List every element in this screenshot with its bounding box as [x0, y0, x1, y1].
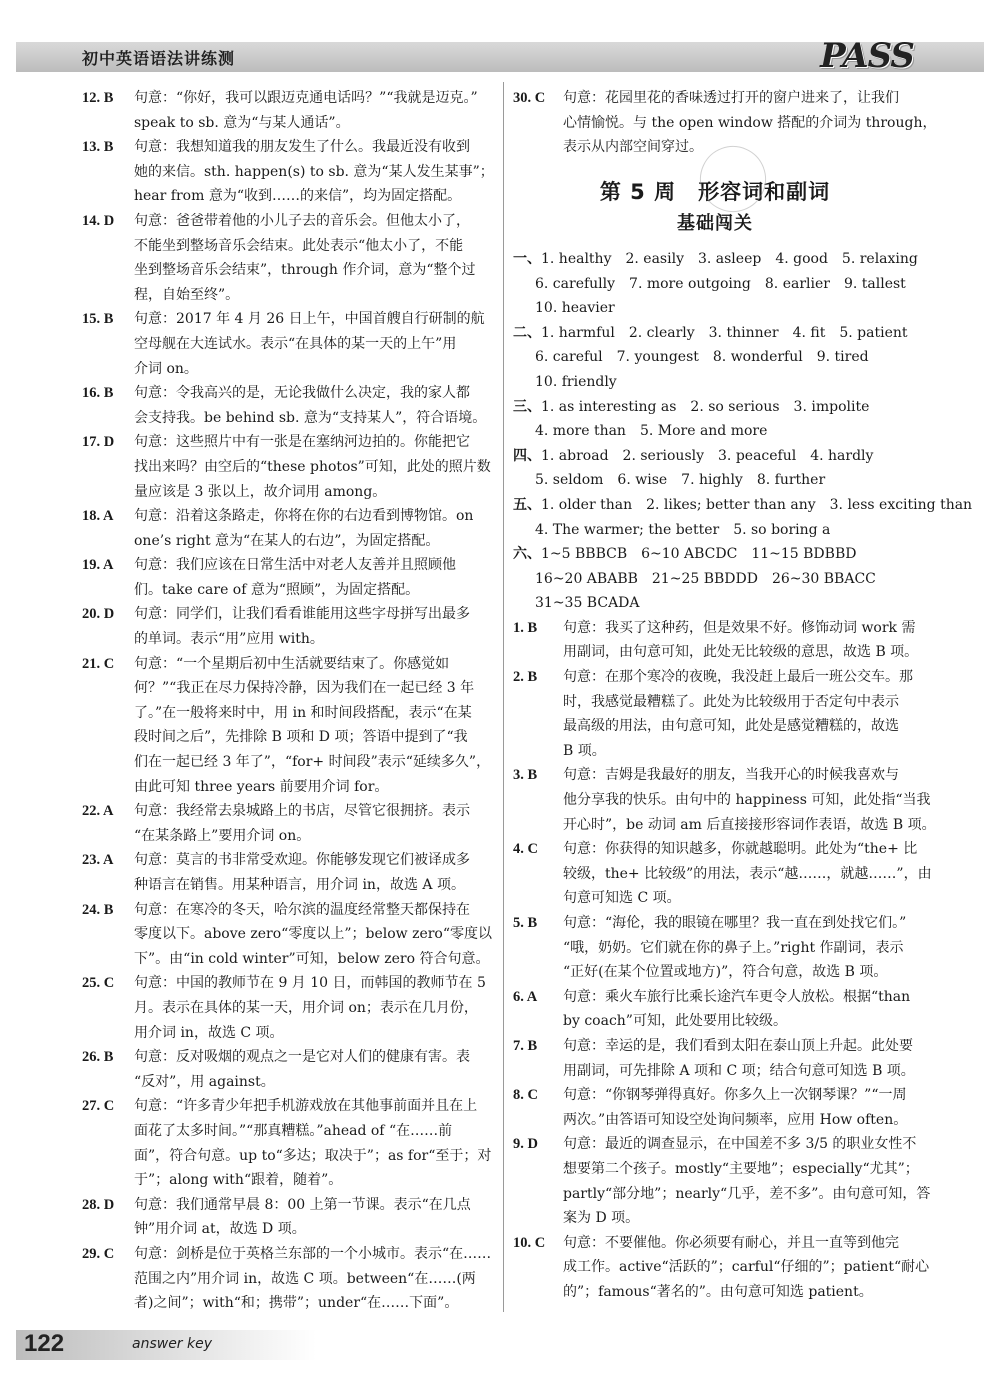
answer-entry: [513, 1132, 931, 1230]
group-label: 一、: [513, 250, 541, 267]
answer-text: 1. healthy 2. easily 3. asleep 4. good 5. relaxing: [541, 250, 918, 267]
text-line: 句意：反对吸烟的观点之一是它对人们的健康有害。表: [134, 1049, 470, 1066]
entry-number: 29. C: [82, 1245, 115, 1262]
answer-entry: [513, 985, 917, 1034]
answer-entry: [513, 665, 917, 763]
entry-number: 7. B: [513, 1037, 538, 1054]
answer-entry: [82, 86, 490, 135]
entry-number: 30. C: [513, 90, 546, 106]
entry-text: [134, 553, 490, 602]
entry-number: 26. B: [82, 1049, 114, 1066]
text-line: “反对”，用 against。: [134, 1073, 275, 1090]
text-line: 用副词，可先排除 A 项和 C 项；结合句意可知选 B 项。: [563, 1062, 915, 1079]
entry-text: [134, 86, 490, 135]
entry-number: 4. C: [513, 841, 538, 858]
answer-entry: [82, 553, 490, 602]
text-line: 想要第二个孩子。mostly“主要地”；especially“尤其”；: [563, 1160, 919, 1177]
answer-text: 1. harmful 2. clearly 3. thinner 4. fit 5. patient: [541, 324, 908, 341]
answer-text: 1. older than 2. likes; better than any 3. less exciting than: [541, 496, 973, 513]
text-line: 表示从内部空间穿过。: [563, 139, 703, 156]
text-line: 者)之间”；with“和；携带”；under“在……下面”。: [134, 1295, 459, 1312]
entry-number: 24. B: [82, 901, 114, 918]
text-line: 案为 D 项。: [563, 1210, 640, 1227]
text-line: 心情愉悦。与 the open window 搭配的介词为 through，: [563, 114, 937, 131]
entry-text: [134, 602, 490, 651]
text-line: 月。表示在具体的某一天，用介词 on；表示在几月份，: [134, 999, 478, 1016]
answer-line: [513, 591, 917, 616]
text-line: 句意：你获得的知识越多，你就越聪明。此处为“the+ 比: [563, 841, 918, 858]
text-line: 们。take care of 意为“照顾”，为固定搭配。: [134, 581, 420, 598]
answer-entry: [513, 1034, 917, 1083]
text-line: 句意：在寒冷的冬天，哈尔滨的温度经常整天都保持在: [134, 901, 470, 918]
answer-entry: [82, 848, 490, 897]
text-line: 句意：我们应该在日常生活中对老人友善并且照顾他: [134, 557, 456, 574]
entry-number: 15. B: [82, 311, 114, 328]
text-line: 不能坐到整场音乐会结束。此处表示“他太小了，不能: [134, 237, 464, 254]
text-line: 下”。由“in cold winter”可知，below zero 符合句意。: [134, 950, 490, 967]
answer-key-label: answer key: [132, 1336, 213, 1352]
answer-entry: [82, 898, 493, 972]
entry-text: [134, 430, 491, 504]
answer-group: [513, 321, 917, 395]
entry-text: [134, 799, 490, 848]
answer-entry: [513, 1231, 930, 1305]
text-line: 钟”用介词 at，故选 D 项。: [134, 1221, 306, 1238]
text-line: 何？”“我正在尽力保持冷静，因为我们在一起已经 3 年: [134, 680, 475, 697]
answer-group: [513, 444, 917, 493]
week-title: 第 5 周 形容词和副词: [599, 179, 831, 204]
text-line: 句意：这些照片中有一张是在塞纳河边拍的。你能把它: [134, 434, 470, 451]
answer-entry: [82, 209, 490, 307]
entry-number: 16. B: [82, 385, 114, 402]
text-line: 句意：我想知道我的朋友发生了什么。我最近没有收到: [134, 139, 470, 156]
answer-entry: [82, 799, 490, 848]
entry-text: [134, 1045, 490, 1094]
entry-text: [134, 898, 492, 972]
text-line: 了。”在一般将来时中，用 in 和时间段搭配，表示“在某: [134, 704, 472, 721]
answer-line: [513, 468, 917, 493]
group-label: 五、: [513, 496, 541, 513]
answer-line: [513, 370, 917, 395]
entry-number: 9. D: [513, 1136, 538, 1153]
entry-number: 8. C: [513, 1087, 538, 1104]
text-line: 句意：“你好，我可以跟迈克通电话吗？”“我就是迈克。”: [134, 90, 478, 106]
answer-group: [513, 247, 917, 321]
answer-entry: [513, 1083, 917, 1132]
column-divider: [503, 82, 504, 1312]
entry-text: [563, 1083, 917, 1132]
answer-entry-30: [513, 86, 937, 160]
entry-text: [563, 1034, 917, 1083]
text-line: 句意：爸爸带着他的小儿子去的音乐会。但他太小了，: [134, 212, 470, 229]
text-line: 范围之内”用介词 in，故选 C 项。between“在……(两: [134, 1270, 476, 1287]
group-label: 六、: [513, 546, 541, 563]
text-line: partly“部分地”；nearly“几乎，差不多”。由句意可知，答: [563, 1185, 931, 1202]
text-line: 句意：2017 年 4 月 26 日上午，中国首艘自行研制的航: [134, 311, 485, 328]
entry-text: [134, 971, 490, 1045]
entry-text: [134, 1242, 491, 1316]
section-title: 基础闯关: [677, 213, 753, 235]
text-line: 种语言在销售。用某种语言，用介词 in，故选 A 项。: [134, 877, 465, 893]
text-line: 句意：乘火车旅行比乘长途汽车更令人放松。根据“than: [563, 988, 911, 1005]
answer-entry: [82, 381, 490, 430]
entry-text: [563, 763, 936, 837]
group-label: 二、: [513, 324, 541, 341]
answer-text: 31~35 BCADA: [535, 595, 640, 612]
entry-number: 22. A: [82, 803, 114, 820]
answer-text: 16~20 ABABB 21~25 BBDDD 26~30 BBACC: [535, 570, 876, 587]
answer-text: 6. careful 7. youngest 8. wonderful 9. tired: [535, 349, 869, 366]
answer-text: 4. more than 5. More and more: [535, 423, 768, 440]
entry-text: [563, 616, 918, 665]
entry-text: [563, 1231, 929, 1305]
answer-text: 4. The warmer; the better 5. so boring a: [535, 521, 831, 538]
text-line: “哦，奶奶。它们就在你的鼻子上。”right 作副词，表示: [563, 939, 904, 956]
left-column: [82, 86, 494, 1316]
text-line: 句意：在那个寒冷的夜晚，我没赶上最后一班公交车。那: [563, 669, 913, 686]
text-line: 最高级的用法，由句意可知，此处是感觉糟糕的，故选: [563, 718, 899, 735]
text-line: hear from 意为“收到……的来信”，均为固定搭配。: [134, 188, 462, 205]
text-line: speak to sb. 意为“与某人通话”。: [134, 114, 350, 131]
answer-entry: [513, 616, 917, 665]
entry-number: 14. D: [82, 212, 115, 229]
answer-groups: [513, 247, 973, 616]
entry-text: [563, 1132, 930, 1230]
text-line: 较级，the+ 比较级”的用法，表示“越……，就越……”，由: [563, 865, 932, 882]
text-line: 成工作。active“活跃的”；carful“仔细的”；patient“耐心: [563, 1259, 930, 1276]
pass-logo: PASS: [820, 36, 914, 76]
entry-number: 10. C: [513, 1234, 546, 1251]
page-header: [16, 36, 984, 76]
text-line: 她的来信。sth. happen(s) to sb. 意为“某人发生某事”；: [134, 163, 494, 180]
answer-text: 10. friendly: [535, 373, 617, 390]
header-title: 初中英语语法讲练测: [82, 49, 236, 68]
entry-number: 28. D: [82, 1196, 115, 1213]
answer-entry: [82, 602, 490, 651]
text-line: 句意：幸运的是，我们看到太阳在泰山顶上升起。此处要: [563, 1037, 913, 1054]
text-line: 于”；along with“跟着，随着”。: [134, 1172, 343, 1189]
entry-number: 27. C: [82, 1098, 115, 1115]
entry-text: [563, 985, 917, 1034]
answer-line: [513, 345, 917, 370]
text-line: 由此可知 three years 前要用介词 for。: [134, 778, 389, 795]
text-line: 会支持我。be behind sb. 意为“支持某人”，符合语境。: [134, 409, 487, 426]
text-line: B 项。: [563, 742, 606, 759]
answer-line: [513, 272, 917, 297]
entry-number: 23. A: [82, 852, 114, 869]
entry-number: 17. D: [82, 434, 115, 451]
text-line: 零度以下。above zero“零度以上”；below zero“零度以: [134, 926, 493, 943]
right-entries: [513, 616, 936, 1305]
entry-text: [563, 837, 932, 911]
text-line: 坐到整场音乐会结束”，through 作介词，意为“整个过: [134, 262, 476, 279]
answer-text: 6. carefully 7. more outgoing 8. earlier 9. tallest: [535, 275, 906, 292]
text-line: 面”，符合句意。up to“多达；取决于”；as for“至于；对: [134, 1147, 492, 1164]
answer-text: 5. seldom 6. wise 7. highly 8. further: [535, 472, 826, 489]
entry-number: 25. C: [82, 975, 115, 992]
answer-line: [513, 542, 917, 567]
answer-line: [513, 493, 973, 518]
answer-text: 1. as interesting as 2. so serious 3. impolite: [541, 398, 870, 415]
group-label: 四、: [513, 447, 541, 464]
text-line: 句意：中国的教师节在 9 月 10 日，而韩国的教师节在 5: [134, 975, 486, 992]
answer-entry: [82, 652, 490, 800]
answer-group: [513, 542, 917, 616]
answer-entry: [82, 971, 490, 1045]
entry-text: [563, 911, 917, 985]
answer-entry: [82, 430, 490, 504]
entry-text: [134, 848, 490, 897]
answer-text: 1. abroad 2. seriously 3. peaceful 4. hardly: [541, 447, 874, 464]
entry-text: [134, 307, 490, 381]
entry-number: 20. D: [82, 606, 115, 623]
answer-entry: [82, 1094, 490, 1192]
entry-number: 12. B: [82, 90, 114, 106]
text-line: 找出来吗？由空后的“these photos”可知，此处的照片数: [134, 458, 491, 475]
text-line: “正好(在某个位置或地方)”，符合句意，故选 B 项。: [563, 964, 888, 981]
text-line: 他分享我的快乐。由句中的 happiness 可知，此处指“当我: [563, 792, 931, 809]
entry-number: 6. A: [513, 988, 538, 1005]
text-line: 量应该是 3 张以上，故介词用 among。: [134, 483, 387, 500]
answer-entry: [82, 1045, 490, 1094]
answer-entry: [513, 911, 917, 985]
entry-text: [134, 1193, 490, 1242]
text-line: 句意：同学们，让我们看看谁能用这些字母拼写出最多: [134, 606, 470, 623]
text-line: 两次。”由答语可知设空处询问频率，应用 How often。: [563, 1111, 908, 1128]
text-line: 程，自始至终”。: [134, 286, 240, 303]
entry-text: [134, 1094, 491, 1192]
text-line: 用介词 in，故选 C 项。: [134, 1024, 284, 1041]
answer-entry: [82, 1242, 490, 1316]
text-line: 们在一起已经 3 年了”，“for+ 时间段”表示“延续多久”，: [134, 754, 491, 771]
answer-entry: [82, 1193, 490, 1242]
answer-line: [513, 444, 917, 469]
text-line: 开心时”，be 动词 am 后直接接形容词作表语，故选 B 项。: [563, 816, 936, 833]
text-line: by coach”可知，此处要用比较级。: [563, 1013, 787, 1030]
entry-text: [134, 381, 490, 430]
answer-entry: [513, 763, 936, 837]
entry-text: [134, 135, 494, 209]
text-line: 句意：不要催他。你必须要有耐心，并且一直等到他完: [563, 1234, 899, 1251]
text-line: 句意：沿着这条路走，你将在你的右边看到博物馆。on: [134, 508, 474, 525]
answer-text: 10. heavier: [535, 300, 615, 317]
answer-line: [513, 419, 917, 444]
entry-number: 1. B: [513, 619, 538, 636]
answer-line: [513, 395, 917, 420]
answer-line: [513, 321, 917, 346]
text-line: 空母舰在大连试水。表示“在具体的某一天的上午”用: [134, 335, 457, 352]
entry-number: 19. A: [82, 557, 114, 574]
answer-text: 1~5 BBBCB 6~10 ABCDC 11~15 BDBBD: [541, 546, 857, 563]
entry-text: [134, 209, 490, 307]
answer-entry: [513, 837, 932, 911]
text-line: 句意：“你钢琴弹得真好。你多久上一次钢琴课？”“一周: [563, 1087, 907, 1104]
group-label: 三、: [513, 398, 541, 415]
entry-number: 5. B: [513, 915, 538, 931]
text-line: 句意：花园里花的香味透过打开的窗户进来了，让我们: [563, 90, 899, 106]
text-line: 面花了太多时间。”“那真糟糕。”ahead of “在……前: [134, 1122, 453, 1139]
answer-group: [513, 493, 973, 542]
entry-text: [563, 665, 917, 763]
text-line: 句意：吉姆是我最好的朋友，当我开心的时候我喜欢与: [563, 767, 899, 784]
text-line: 句意：我们通常早晨 8：00 上第一节课。表示“在几点: [134, 1196, 471, 1213]
text-line: 句意：令我高兴的是，无论我做什么决定，我的家人都: [134, 385, 470, 402]
entry-text: [134, 652, 490, 800]
entry-number: 21. C: [82, 655, 115, 672]
text-line: 的单词。表示“用”应用 with。: [134, 631, 324, 648]
text-line: 句意可知选 C 项。: [563, 890, 681, 907]
answer-entry: [82, 307, 490, 381]
entry-text: [134, 504, 490, 553]
entry-text: [563, 86, 936, 160]
text-line: 句意：剑桥是位于英格兰东部的一个小城市。表示“在……: [134, 1245, 492, 1262]
answer-line: [513, 296, 917, 321]
answer-group: [513, 395, 917, 444]
entry-number: 2. B: [513, 669, 538, 686]
right-column: [513, 86, 973, 1305]
entry-number: 13. B: [82, 139, 114, 156]
text-line: “在某条路上”要用介词 on。: [134, 827, 311, 844]
text-line: 句意：“许多青少年把手机游戏放在其他事前面并且在上: [134, 1098, 478, 1115]
text-line: 句意：“一个星期后初中生活就要结束了。你感觉如: [134, 655, 450, 672]
text-line: 句意：我经常去泉城路上的书店，尽管它很拥挤。表示: [134, 803, 470, 820]
text-line: one’s right 意为“在某人的右边”，为固定搭配。: [134, 532, 440, 549]
text-line: 句意：我买了这种药，但是效果不好。修饰动词 work 需: [563, 619, 916, 636]
answer-line: [513, 518, 917, 543]
page-number: 122: [24, 1330, 65, 1357]
entry-number: 3. B: [513, 767, 538, 784]
text-line: 句意：最近的调查显示，在中国差不多 3/5 的职业女性不: [563, 1136, 917, 1153]
answer-entry: [82, 504, 490, 553]
answer-line: [513, 567, 917, 592]
text-line: 句意：“海伦，我的眼镜在哪里？我一直在到处找它们。”: [563, 915, 907, 931]
answer-line: [513, 247, 917, 272]
text-line: 介词 on。: [134, 360, 198, 377]
text-line: 句意：莫言的书非常受欢迎。你能够发现它们被译成多: [134, 852, 470, 869]
text-line: 用副词，由句意可知，此处无比较级的意思，故选 B 项。: [563, 644, 919, 661]
text-line: 段时间之后”，先排除 B 项和 D 项；答语中提到了“我: [134, 729, 468, 746]
answer-entry: [82, 135, 494, 209]
entry-number: 18. A: [82, 508, 114, 525]
text-line: 的”；famous“著名的”。由句意可知选 patient。: [563, 1283, 873, 1300]
text-line: 时，我感觉最糟糕了。此处为比较级用于否定句中表示: [563, 693, 899, 710]
